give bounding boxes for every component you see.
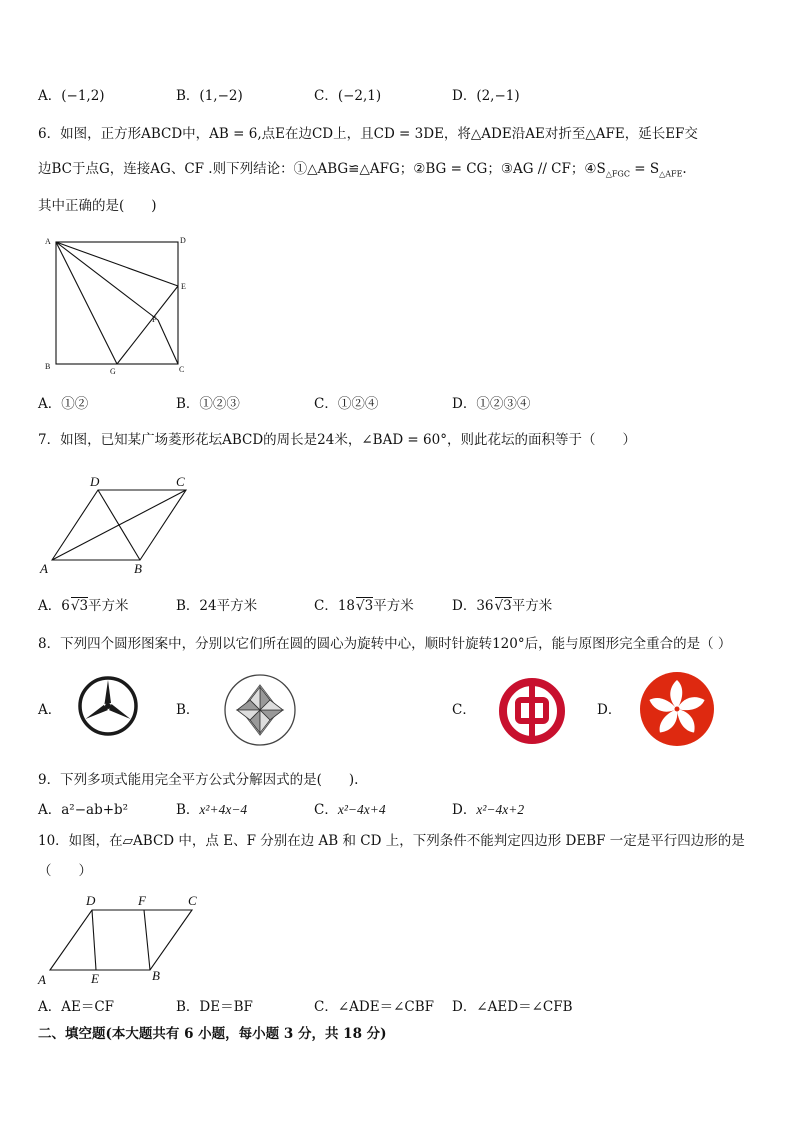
q10-option-a: A．AE＝CF bbox=[38, 999, 115, 1015]
q9-option-d: D．x²−4x+2 bbox=[452, 802, 525, 818]
q6-line2: 边BC于点G，连接AG、CF .则下列结论：①△ABG≌△AFG；②BG = CG；③AG // CF；$④S_{\triangle FGC} = S_{\triangle AFE}$. bbox=[38, 161, 687, 179]
bauhinia-emblem-icon bbox=[638, 670, 716, 748]
q7-option-b: B．24平方米 bbox=[176, 598, 258, 614]
q6-label-g: G bbox=[110, 367, 116, 376]
q10-parallelogram bbox=[50, 910, 192, 970]
q10-option-d: D．∠AED＝∠CFB bbox=[452, 999, 573, 1015]
q7-label-a: A bbox=[40, 561, 48, 576]
q6-option-d: D．①②③④ bbox=[452, 396, 531, 412]
q9-line1: 9．下列多项式能用完全平方公式分解因式的是( ). bbox=[38, 772, 359, 788]
q10-line-fb bbox=[144, 910, 150, 970]
q5-option-c: C．(−2,1) bbox=[314, 88, 382, 104]
q6-label-a: A bbox=[45, 237, 51, 246]
bank-of-china-logo-icon bbox=[496, 675, 568, 747]
q6-line-eg bbox=[117, 286, 178, 364]
q6-option-a: A．①② bbox=[38, 396, 89, 412]
q7-option-c: C．18√3平方米 bbox=[314, 598, 414, 614]
q8-option-d-letter: D． bbox=[597, 702, 622, 718]
q10-label-e: E bbox=[91, 971, 99, 986]
q6-label-b: B bbox=[45, 362, 51, 371]
q7-label-b: B bbox=[134, 561, 142, 576]
q6-label-d: D bbox=[180, 236, 186, 245]
q7-label-d: D bbox=[90, 474, 100, 489]
q5-option-b: B．(1,−2) bbox=[176, 88, 243, 104]
mercedes-star-icon bbox=[74, 672, 142, 740]
q10-figure bbox=[34, 890, 210, 988]
q6-option-c: C．①②④ bbox=[314, 396, 379, 412]
q9-option-c: C．x²−4x+4 bbox=[314, 802, 386, 818]
q7-diagonal-bd bbox=[98, 490, 140, 560]
q6-figure bbox=[40, 232, 200, 377]
q7-option-a: A．6√3平方米 bbox=[38, 598, 129, 614]
q7-label-c: C bbox=[176, 474, 185, 489]
q10-label-d: D bbox=[86, 893, 96, 908]
q8-line1: 8．下列四个圆形图案中，分别以它们所在圆的圆心为旋转中心，顺时针旋转120°后，能与原图形完全重合的是（ ） bbox=[38, 636, 732, 652]
q6-label-f: F bbox=[152, 315, 157, 324]
q7-line1: 7．如图，已知某广场菱形花坛ABCD的周长是24米，∠BAD = 60°，则此花坛的面积等于（ ） bbox=[38, 432, 636, 448]
q5-option-a: A．(−1,2) bbox=[38, 88, 105, 104]
q6-line1: 6．如图，正方形ABCD中，AB = 6,点E在边CD上，且CD = 3DE，将△ADE沿AE对折至△AFE，延长EF交 bbox=[38, 126, 698, 142]
q6-option-b: B．①②③ bbox=[176, 396, 240, 412]
q6-line-af bbox=[56, 242, 158, 320]
q8-option-a-letter: A． bbox=[38, 702, 62, 718]
q10-line2: （ ） bbox=[38, 863, 92, 879]
q6-square bbox=[56, 242, 178, 364]
q6-label-c: C bbox=[179, 365, 185, 374]
q10-label-b: B bbox=[152, 968, 160, 983]
section2-title: 二、填空题(本大题共有 6 小题，每小题 3 分，共 18 分) bbox=[38, 1026, 387, 1042]
q8-option-b-letter: B． bbox=[176, 702, 200, 718]
q7-option-d: D．36√3平方米 bbox=[452, 598, 553, 614]
q9-option-b: B．x²+4x−4 bbox=[176, 802, 248, 818]
q10-line1: 10．如图，在▱ABCD 中，点 E、F 分别在边 AB 和 CD 上，下列条件不能判定四边形 DEBF 一定是平行四边形的是 bbox=[38, 833, 745, 849]
q10-label-c: C bbox=[188, 893, 197, 908]
q5-option-d: D．(2,−1) bbox=[452, 88, 520, 104]
q6-line-fc bbox=[158, 320, 178, 364]
pinwheel-icon bbox=[222, 672, 298, 748]
q7-figure bbox=[36, 472, 196, 580]
q6-label-e: E bbox=[181, 282, 186, 291]
q10-label-a: A bbox=[38, 972, 46, 987]
q8-option-c-letter: C． bbox=[452, 702, 476, 718]
q10-option-b: B．DE＝BF bbox=[176, 999, 253, 1015]
q10-option-c: C．∠ADE＝∠CBF bbox=[314, 999, 435, 1015]
q6-line3: 其中正确的是( ) bbox=[38, 198, 157, 214]
q10-line-de bbox=[92, 910, 96, 970]
q9-option-a: A．a²−ab+b² bbox=[38, 802, 129, 818]
q10-label-f: F bbox=[138, 893, 146, 908]
